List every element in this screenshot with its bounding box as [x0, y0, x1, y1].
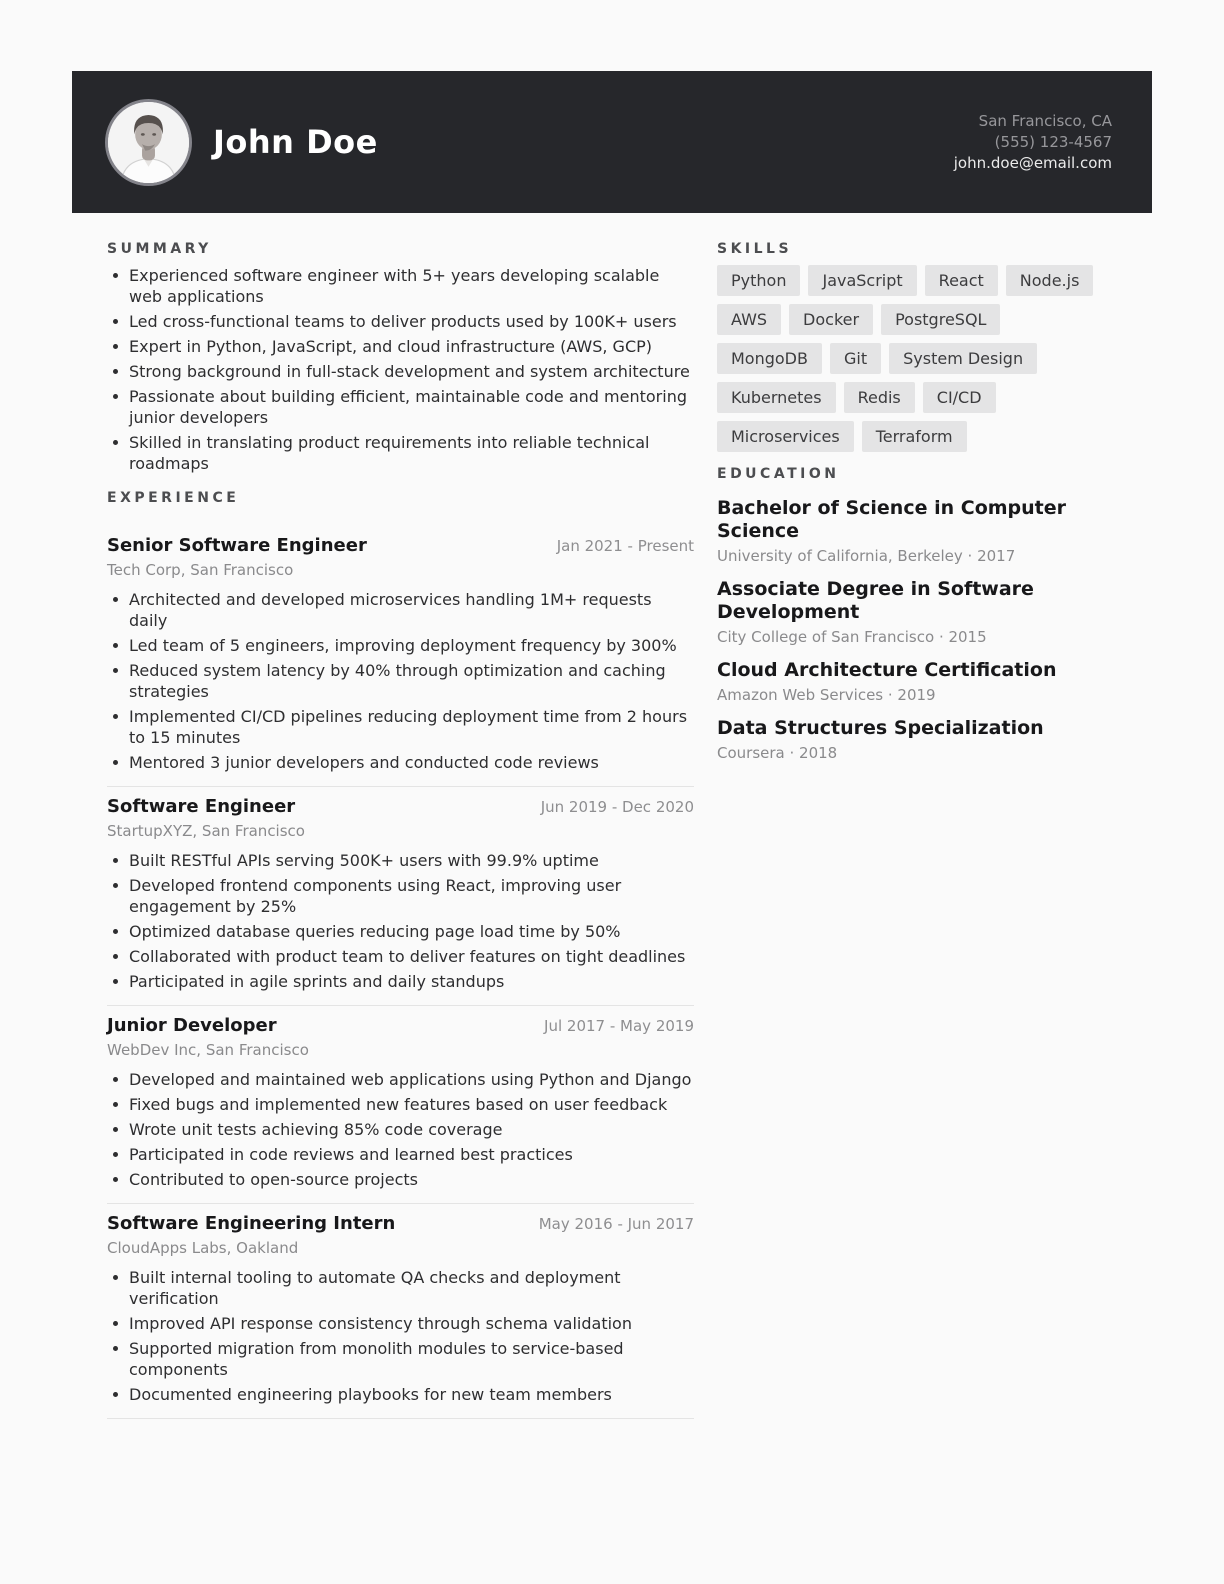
- job-bullet-list: [107, 850, 694, 992]
- job-dates: May 2016 - Jun 2017: [538, 1215, 694, 1233]
- skill-tag: Git: [830, 343, 881, 374]
- education-detail: Coursera · 2018: [717, 744, 838, 762]
- contact-email: john.doe@email.com: [953, 153, 1112, 172]
- job-bullet-list: [107, 1267, 694, 1405]
- skill-tag: Python: [717, 265, 800, 296]
- experience-heading: EXPERIENCE: [107, 490, 240, 506]
- skill-tag: Kubernetes: [717, 382, 836, 413]
- job-bullet-list: [107, 1069, 694, 1190]
- job-entry: [107, 514, 694, 786]
- job-company: CloudApps Labs, Oakland: [107, 1239, 299, 1257]
- skill-tag: JavaScript: [808, 265, 916, 296]
- job-dates: Jun 2019 - Dec 2020: [540, 798, 694, 816]
- job-bullet: Optimized database queries reducing page load time by 50%: [107, 921, 694, 942]
- job-bullet: Built RESTful APIs serving 500K+ users with 99.9% uptime: [107, 850, 694, 871]
- job-bullet: Reduced system latency by 40% through optimization and caching strategies: [107, 660, 694, 702]
- summary-bullet: Led cross-functional teams to deliver products used by 100K+ users: [107, 311, 694, 332]
- header: [72, 71, 1152, 213]
- summary-bullet: Expert in Python, JavaScript, and cloud infrastructure (AWS, GCP): [107, 336, 694, 357]
- job-bullet: Mentored 3 junior developers and conducted code reviews: [107, 752, 694, 773]
- skill-tag: Docker: [789, 304, 873, 335]
- skills-heading: SKILLS: [717, 241, 793, 257]
- left-column: [107, 213, 694, 1419]
- job-bullet: Implemented CI/CD pipelines reducing deployment time from 2 hours to 15 minutes: [107, 706, 694, 748]
- education-detail: Amazon Web Services · 2019: [717, 686, 936, 704]
- education-entry: [717, 578, 1107, 647]
- skill-tag: AWS: [717, 304, 781, 335]
- content-columns: [72, 213, 1152, 1419]
- summary-heading: SUMMARY: [107, 241, 212, 257]
- education-heading: EDUCATION: [717, 466, 840, 482]
- job-company: Tech Corp, San Francisco: [107, 561, 294, 579]
- job-bullet: Collaborated with product team to deliver features on tight deadlines: [107, 946, 694, 967]
- job-bullet: Documented engineering playbooks for new team members: [107, 1384, 694, 1405]
- skill-tag: Microservices: [717, 421, 854, 452]
- job-bullet: Participated in code reviews and learned best practices: [107, 1144, 694, 1165]
- experience-list: [107, 514, 694, 1419]
- summary-bullet: Skilled in translating product requirements into reliable technical roadmaps: [107, 432, 694, 474]
- skill-tag: React: [925, 265, 998, 296]
- right-column: [717, 213, 1107, 775]
- education-entry: [717, 659, 1107, 705]
- job-header: [107, 534, 694, 558]
- job-header: [107, 795, 694, 819]
- job-bullet: Improved API response consistency through schema validation: [107, 1313, 694, 1334]
- job-bullet: Led team of 5 engineers, improving deployment frequency by 300%: [107, 635, 694, 656]
- person-photo-icon: [108, 102, 189, 183]
- skill-tag: System Design: [889, 343, 1037, 374]
- skill-tag: PostgreSQL: [881, 304, 1000, 335]
- person-name: John Doe: [213, 123, 378, 161]
- education-detail: University of California, Berkeley · 2017: [717, 547, 1016, 565]
- job-bullet: Fixed bugs and implemented new features based on user feedback: [107, 1094, 694, 1115]
- skill-tag: Node.js: [1006, 265, 1094, 296]
- skill-tag: Redis: [844, 382, 915, 413]
- summary-list: [107, 265, 694, 474]
- job-title: Software Engineer: [107, 796, 296, 817]
- summary-bullet: Strong background in full-stack development and system architecture: [107, 361, 694, 382]
- job-bullet-list: [107, 589, 694, 773]
- education-degree: Cloud Architecture Certification: [717, 659, 1057, 681]
- job-entry: [107, 1203, 694, 1418]
- job-bullet: Developed frontend components using React, improving user engagement by 25%: [107, 875, 694, 917]
- education-degree: Bachelor of Science in Computer Science: [717, 497, 1067, 542]
- job-dates: Jul 2017 - May 2019: [544, 1017, 694, 1035]
- job-header: [107, 1212, 694, 1236]
- job-company: WebDev Inc, San Francisco: [107, 1041, 309, 1059]
- job-title: Junior Developer: [107, 1015, 277, 1036]
- education-list: [717, 497, 1107, 763]
- contact-location: San Francisco, CA: [978, 111, 1112, 130]
- education-entry: [717, 717, 1107, 763]
- job-entry: [107, 1005, 694, 1203]
- education-degree: Associate Degree in Software Development: [717, 578, 1034, 623]
- job-header: [107, 1014, 694, 1038]
- education-detail: City College of San Francisco · 2015: [717, 628, 987, 646]
- job-entry: [107, 786, 694, 1005]
- skill-tag: CI/CD: [923, 382, 996, 413]
- job-bullet: Built internal tooling to automate QA checks and deployment verification: [107, 1267, 694, 1309]
- education-entry: [717, 497, 1107, 566]
- job-company: StartupXYZ, San Francisco: [107, 822, 305, 840]
- job-bullet: Architected and developed microservices handling 1M+ requests daily: [107, 589, 694, 631]
- job-bullet: Supported migration from monolith modules to service-based components: [107, 1338, 694, 1380]
- contact-info: [954, 111, 1112, 174]
- education-degree: Data Structures Specialization: [717, 717, 1044, 739]
- contact-phone: (555) 123-4567: [994, 132, 1112, 151]
- summary-bullet: Experienced software engineer with 5+ years developing scalable web applications: [107, 265, 694, 307]
- job-title: Senior Software Engineer: [107, 535, 367, 556]
- summary-bullet: Passionate about building efficient, maintainable code and mentoring junior developers: [107, 386, 694, 428]
- skill-tag: Terraform: [862, 421, 967, 452]
- avatar: [105, 99, 192, 186]
- skill-tag: MongoDB: [717, 343, 822, 374]
- job-bullet: Developed and maintained web applications using Python and Django: [107, 1069, 694, 1090]
- job-bullet: Wrote unit tests achieving 85% code coverage: [107, 1119, 694, 1140]
- job-bullet: Participated in agile sprints and daily standups: [107, 971, 694, 992]
- skills-tags: [717, 265, 1107, 452]
- job-dates: Jan 2021 - Present: [556, 537, 694, 555]
- job-title: Software Engineering Intern: [107, 1213, 396, 1234]
- job-bullet: Contributed to open-source projects: [107, 1169, 694, 1190]
